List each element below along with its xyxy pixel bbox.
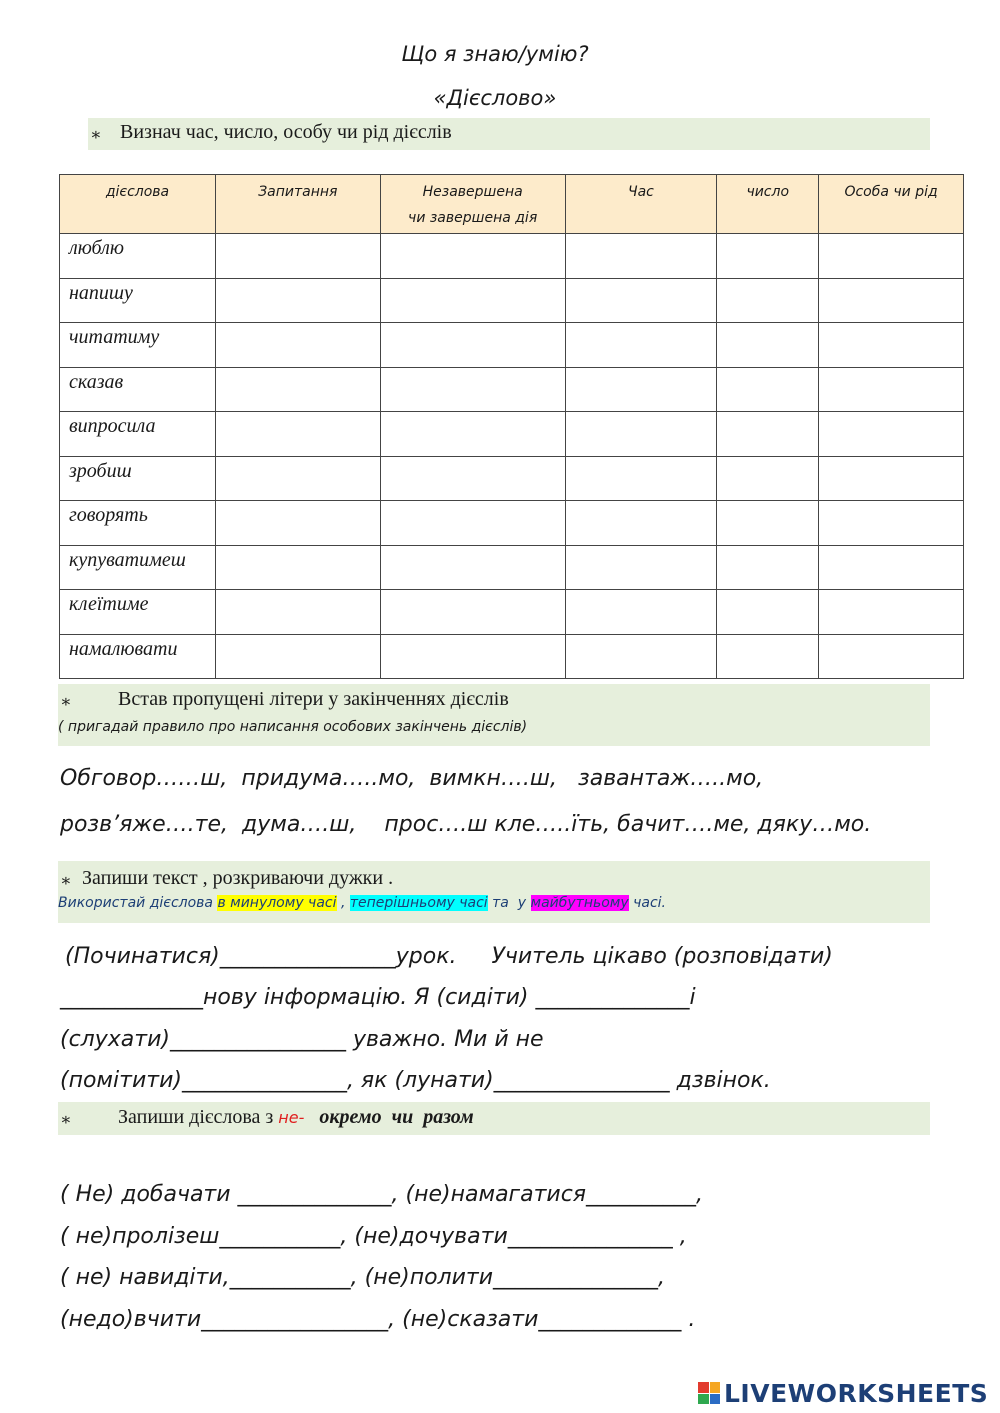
table-row (60, 234, 964, 279)
answer-cell[interactable] (215, 590, 380, 635)
answer-cell[interactable] (565, 278, 717, 323)
answer-cell[interactable] (717, 501, 819, 546)
verb-cell: напишу (60, 278, 216, 323)
answer-cell[interactable] (565, 590, 717, 635)
answer-cell[interactable] (215, 501, 380, 546)
task1-header (88, 118, 930, 150)
answer-cell[interactable] (819, 634, 964, 679)
task3-text-line[interactable]: (помітити)_______________, як (лунати)________________ дзвінок. (60, 1068, 771, 1093)
answer-cell[interactable] (565, 634, 717, 679)
task4-exercise-line[interactable]: ( Не) добачати ______________, (не)намагатися__________, (60, 1182, 704, 1207)
task4-exercise-line[interactable]: ( не) навидіти,___________, (не)полити_______________, (60, 1265, 666, 1290)
answer-cell[interactable] (380, 323, 565, 368)
answer-cell[interactable] (215, 412, 380, 457)
table-row (60, 501, 964, 546)
answer-cell[interactable] (215, 278, 380, 323)
answer-cell[interactable] (215, 367, 380, 412)
verb-cell: люблю (60, 234, 216, 279)
task2-instruction: Встав пропущені літери у закінченнях дієслів (118, 688, 509, 710)
verb-cell: говорять (60, 501, 216, 546)
task2-exercise-line[interactable]: Обговор……ш, придума…..мо, вимкн….ш, завантаж…..мо, (60, 766, 764, 791)
task2-hint: ( пригадай правило про написання особових закінчень дієслів) (58, 719, 528, 735)
prefix-ne: не- (278, 1108, 305, 1127)
answer-cell[interactable] (215, 634, 380, 679)
table-row (60, 590, 964, 635)
answer-cell[interactable] (819, 501, 964, 546)
answer-cell[interactable] (380, 590, 565, 635)
verb-analysis-table (59, 174, 964, 679)
answer-cell[interactable] (819, 456, 964, 501)
task1-instruction: Визнач час, число, особу чи рід дієслів (120, 121, 452, 143)
worksheet-subtitle: «Дієслово» (433, 86, 557, 110)
verb-cell: намалювати (60, 634, 216, 679)
answer-cell[interactable] (819, 367, 964, 412)
table-row (60, 367, 964, 412)
task2-header (58, 684, 930, 746)
task3-hint-sep: та у (487, 895, 531, 911)
col-header-number: число (717, 175, 819, 234)
task4-instruction-suffix: окремо чи разом (319, 1106, 474, 1128)
logo-brand-text: LIVEWORKSHEETS (724, 1378, 989, 1408)
answer-cell[interactable] (717, 367, 819, 412)
answer-cell[interactable] (380, 501, 565, 546)
answer-cell[interactable] (717, 590, 819, 635)
table-row (60, 456, 964, 501)
answer-cell[interactable] (819, 590, 964, 635)
task3-hint-sep: , (336, 895, 350, 911)
task4-instruction (118, 1106, 474, 1129)
highlight-future-tense: майбутньому (530, 895, 629, 911)
task4-bullet: ∗ (60, 1110, 72, 1130)
answer-cell[interactable] (717, 234, 819, 279)
task2-bullet: ∗ (60, 692, 72, 712)
answer-cell[interactable] (819, 278, 964, 323)
answer-cell[interactable] (380, 545, 565, 590)
col-header-verbs: дієслова (60, 175, 216, 234)
task3-text-line[interactable]: _____________нову інформацію. Я (сидіти) ______________і (60, 985, 696, 1010)
highlight-past-tense: в минулому часі (217, 895, 337, 911)
answer-cell[interactable] (717, 634, 819, 679)
table-row (60, 323, 964, 368)
verb-cell: читатиму (60, 323, 216, 368)
answer-cell[interactable] (380, 234, 565, 279)
table-header-row (60, 175, 964, 234)
answer-cell[interactable] (380, 412, 565, 457)
answer-cell[interactable] (717, 456, 819, 501)
answer-cell[interactable] (717, 545, 819, 590)
answer-cell[interactable] (215, 456, 380, 501)
task3-instruction: Запиши текст , розкриваючи дужки . (82, 867, 394, 889)
answer-cell[interactable] (819, 412, 964, 457)
verb-cell: сказав (60, 367, 216, 412)
task4-header (58, 1102, 930, 1135)
col-header-question: Запитання (215, 175, 380, 234)
col-header-person-gender: Особа чи рід (819, 175, 964, 234)
col-header-aspect (380, 175, 565, 234)
worksheet-title: Що я знаю/умію? (401, 42, 589, 66)
task3-text-line[interactable]: (Починатися)________________урок. Учитель цікаво (розповідати) (58, 944, 833, 969)
answer-cell[interactable] (565, 501, 717, 546)
answer-cell[interactable] (819, 234, 964, 279)
answer-cell[interactable] (565, 456, 717, 501)
verb-cell: купуватимеш (60, 545, 216, 590)
answer-cell[interactable] (215, 323, 380, 368)
answer-cell[interactable] (380, 456, 565, 501)
col-header-tense: Час (565, 175, 717, 234)
task3-hint (58, 895, 666, 911)
task4-exercise-line[interactable]: (недо)вчити_________________, (не)сказати_____________ . (60, 1307, 696, 1332)
answer-cell[interactable] (565, 412, 717, 457)
answer-cell[interactable] (380, 634, 565, 679)
col-header-aspect-line1: Незавершена (422, 184, 523, 200)
task4-instruction-prefix: Запиши дієслова з (118, 1106, 279, 1128)
task3-header (58, 861, 930, 923)
answer-cell[interactable] (565, 545, 717, 590)
answer-cell[interactable] (215, 545, 380, 590)
table-row (60, 545, 964, 590)
answer-cell[interactable] (565, 323, 717, 368)
col-header-aspect-line2: чи завершена дія (408, 210, 538, 226)
logo-mark-icon (698, 1382, 720, 1404)
verb-cell: випросила (60, 412, 216, 457)
table-row (60, 412, 964, 457)
answer-cell[interactable] (380, 278, 565, 323)
task2-exercise-line[interactable]: розв’яже….те, дума….ш, прос….ш кле…..їть, бачит….ме, дяку…мо. (60, 812, 872, 837)
verb-cell: зробиш (60, 456, 216, 501)
task3-hint-prefix: Використай дієслова (58, 895, 218, 911)
answer-cell[interactable] (819, 545, 964, 590)
answer-cell[interactable] (565, 234, 717, 279)
task4-exercise-line[interactable]: ( не)пролізеш___________, (не)дочувати_______________ , (60, 1224, 687, 1249)
task3-text-line[interactable]: (слухати)________________ уважно. Ми й не (60, 1027, 544, 1052)
task1-bullet: ∗ (90, 125, 102, 145)
answer-cell[interactable] (819, 323, 964, 368)
answer-cell[interactable] (380, 367, 565, 412)
verb-cell: клеїтиме (60, 590, 216, 635)
answer-cell[interactable] (717, 278, 819, 323)
table-row (60, 634, 964, 679)
task3-hint-suffix: часі. (628, 895, 666, 911)
highlight-present-tense: теперішньому часі (349, 895, 488, 911)
answer-cell[interactable] (717, 323, 819, 368)
liveworksheets-logo[interactable] (698, 1378, 988, 1408)
answer-cell[interactable] (215, 234, 380, 279)
answer-cell[interactable] (565, 367, 717, 412)
task3-bullet: ∗ (60, 871, 72, 891)
table-row (60, 278, 964, 323)
answer-cell[interactable] (717, 412, 819, 457)
